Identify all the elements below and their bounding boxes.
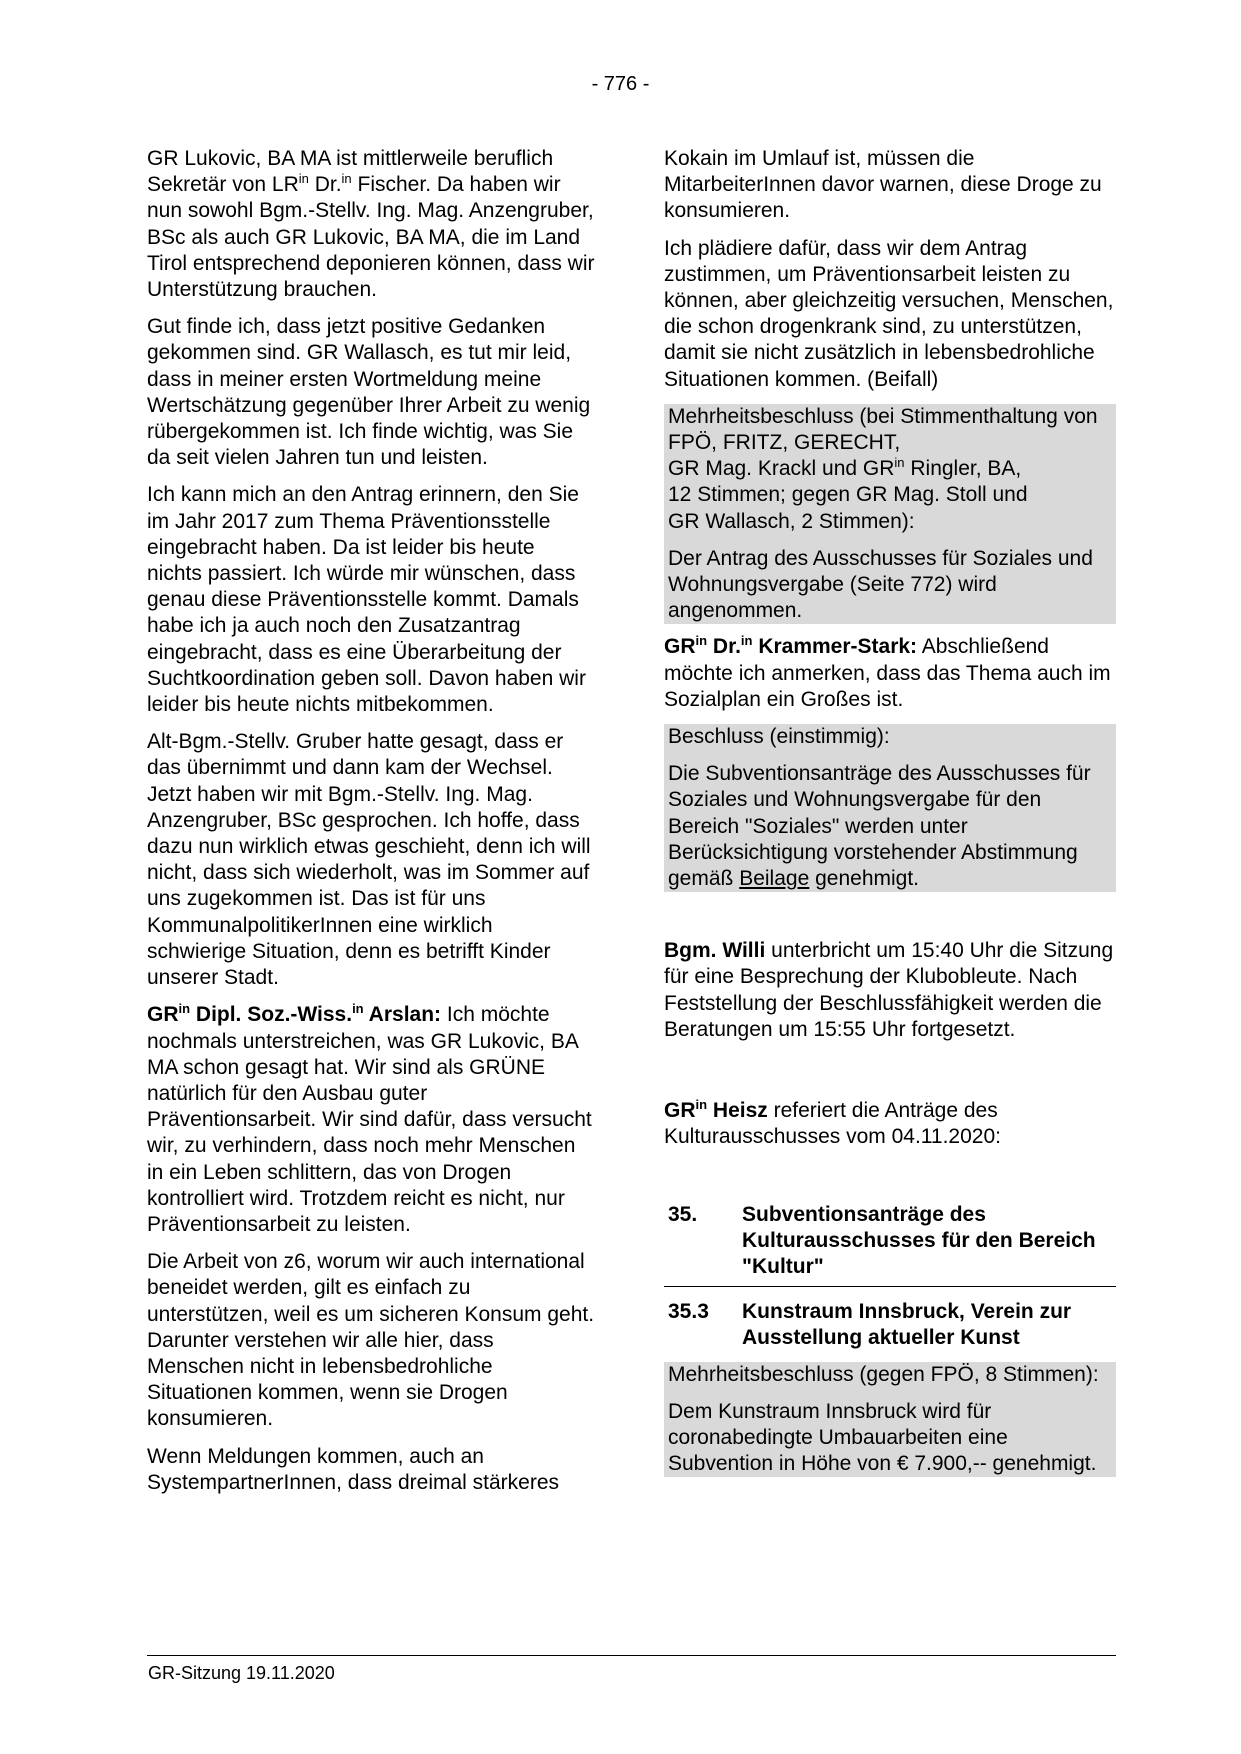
resolution-box [664, 404, 1116, 625]
text: unterbricht um 15:40 Uhr die Sitzung für eine Besprechung der Klubobleute. Nach Feststellung der Beschlussfähigkeit werden die Beratungen um 15:55 Uhr fortgesetzt. [664, 939, 1114, 1041]
paragraph: Alt-Bgm.-Stellv. Gruber hatte gesagt, dass er das übernimmt und dann kam der Wechsel. Jetzt haben wir mit Bgm.-Stellv. Ing. Mag. Anzengruber, BSc gesprochen. Ich hoffe, dass dazu nun wirklich etwas geschieht, denn ich will nicht, dass sich wiederholt, was im Sommer auf uns zugekommen ist. Das ist für uns KommunalpolitikerInnen eine wirklich schwierige Situation, denn es betrifft Kinder unserer Stadt. [147, 730, 591, 990]
paragraph: Kokain im Umlauf ist, müssen die MitarbeiterInnen davor warnen, diese Droge zu konsumieren. [664, 147, 1102, 223]
paragraph: Die Arbeit von z6, worum wir auch international beneidet werden, gilt es einfach zu unterstützen, weil es um sicheren Konsum geht. Darunter verstehen wir alle hier, dass Menschen nicht in lebensbedrohliche Situationen kommen, wenn sie Drogen konsumieren. [147, 1250, 595, 1431]
superscript: in [341, 171, 352, 187]
vote-result: Die Subventionsanträge des Ausschusses für Soziales und Wohnungsvergabe für den Bereich "Soziales" werden unter Berücksichtigung vorstehender Abstimmung gemäß Beilage genehmigt. [668, 762, 1091, 891]
text: referiert die Anträge des Kulturausschusses vom 04.11.2020: [664, 1099, 1001, 1149]
text: Dr. [308, 173, 342, 197]
footer-divider [147, 1655, 1116, 1656]
text: Ich möchte nochmals unterstreichen, was GR Lukovic, BA MA schon gesagt hat. Wir sind als GRÜNE natürlich für den Ausbau guter Präventionsarbeit. Wir sind dafür, dass versucht wir, zu verhindern, dass noch mehr Menschen in ein Leben schlittern, das von Drogen kontrolliert wird. Trotzdem reicht es nicht, nur Präventionsarbeit zu leisten. [147, 1003, 592, 1236]
speaker-name: $GR^{in}$ Dipl. Soz.-Wiss.$^{in}$ Arslan: [147, 1001, 442, 1027]
footer-text: GR-Sitzung 19.11.2020 [148, 1663, 335, 1683]
text: Fischer. Da haben wir nun sowohl Bgm.-Stellv. Ing. Mag. Anzengruber, BSc als auch GR Lukovic, BA MA, die im Land Tirol entsprechend deponieren können, dass wir Unterstützung brauchen. [147, 173, 595, 302]
vote-head: Mehrheitsbeschluss (gegen FPÖ, 8 Stimmen): [668, 1362, 1099, 1386]
vote-line: Mehrheitsbeschluss (bei Stimmenthaltung von FPÖ, FRITZ, GERECHT, GR Mag. Krackl und $GR^{in}$ Ringler, BA, 12 Stimmen; gegen GR Mag. Stoll und GR Wallasch, 2 Stimmen): [668, 404, 1098, 533]
paragraph: Wenn Meldungen kommen, auch an SystempartnerInnen, dass dreimal stärkeres [147, 1444, 560, 1494]
agenda-number: 35.3 [668, 1300, 709, 1324]
right-column [664, 146, 1116, 1487]
vote-result: Der Antrag des Ausschusses für Soziales und Wohnungsvergabe (Seite 772) wird angenommen. [668, 546, 1093, 623]
paragraph: Gut finde ich, dass jetzt positive Gedanken gekommen sind. GR Wallasch, es tut mir leid, dass in meiner ersten Wortmeldung meine Wertschätzung gegenüber Ihrer Arbeit zu wenig rübergekommen ist. Ich finde wichtig, was Sie da seit vielen Jahren tun und leisten. [147, 315, 591, 470]
resolution-box [664, 724, 1116, 892]
paragraph [147, 146, 595, 303]
superscript: in [298, 171, 309, 187]
left-column [147, 146, 595, 1507]
paragraph [147, 1002, 595, 1238]
text: Abschließend möchte ich anmerken, dass das Thema auch im Sozialplan ein Großes ist. [664, 635, 1111, 711]
agenda-item-35-3 [664, 1299, 1116, 1351]
vote-result: Dem Kunstraum Innsbruck wird für coronabedingte Umbauarbeiten eine Subvention in Höhe von € 7.900,-- genehmigt. [668, 1399, 1097, 1476]
speaker-name: Bgm. Willi [664, 939, 766, 963]
paragraph [664, 938, 1116, 1043]
agenda-title: Kunstraum Innsbruck, Verein zur Ausstellung aktueller Kunst [742, 1300, 1072, 1350]
paragraph [664, 634, 1116, 713]
page-number: - 776 - [591, 73, 650, 95]
speaker-name: $GR^{in}$ Heisz [664, 1097, 768, 1123]
agenda-title: Subventionsanträge des Kulturausschusses für den Bereich "Kultur" [742, 1202, 1096, 1278]
paragraph: Ich plädiere dafür, dass wir dem Antrag zustimmen, um Präventionsarbeit leisten zu können, aber gleichzeitig versuchen, Menschen, die schon drogenkrank sind, zu unterstützen, damit sie nicht zusätzlich in lebensbedrohliche Situationen kommen. (Beifall) [664, 236, 1114, 391]
speaker-name: $GR^{in}$ Dr.$^{in}$ Krammer-Stark: [664, 633, 918, 659]
paragraph [664, 1098, 1116, 1150]
paragraph: Ich kann mich an den Antrag erinnern, den Sie im Jahr 2017 zum Thema Präventionsstelle eingebracht haben. Da ist leider bis heute nichts passiert. Ich würde mir wünschen, dass genau diese Präventionsstelle kommt. Damals habe ich ja auch noch den Zusatzantrag eingebracht, dass es eine Überarbeitung der Suchtkoordination geben soll. Davon haben wir leider bis heute nichts mitbekommen. [147, 483, 586, 717]
resolution-box [664, 1362, 1116, 1478]
text: GR Lukovic, BA MA ist mittlerweile beruflich Sekretär von LR [147, 147, 554, 197]
agenda-item-35 [664, 1202, 1116, 1288]
beilage-link[interactable]: Beilage [739, 867, 810, 891]
vote-head: Beschluss (einstimmig): [668, 725, 890, 749]
agenda-number: 35. [668, 1202, 698, 1226]
